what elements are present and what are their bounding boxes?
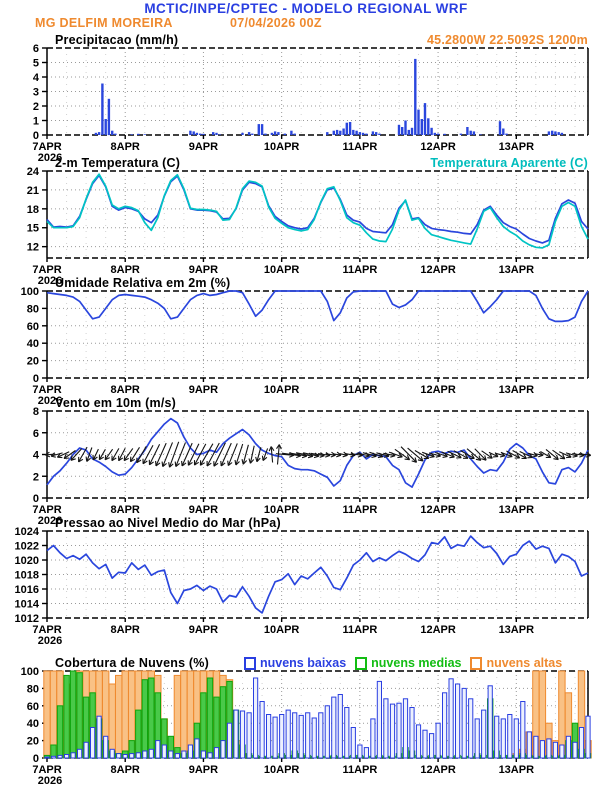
y-tick-label: 80	[26, 303, 39, 316]
x-tick-label: 12APR	[420, 384, 456, 396]
y-tick-label: 80	[26, 683, 39, 696]
panel-title-pressao: Pressao ao Nivel Medio do Mar (hPa)	[55, 516, 281, 530]
legend-label-baixas: nuvens baixas	[260, 656, 347, 670]
x-tick-label: 7APR	[32, 384, 62, 396]
x-tick-label: 8APR	[110, 624, 140, 636]
x-tick-label: 8APR	[110, 764, 140, 776]
y-tick-label: 8	[32, 406, 39, 418]
x-tick-label: 11APR	[342, 624, 378, 636]
y-tick-label: 2	[32, 101, 39, 113]
x-tick-label: 8APR	[110, 504, 140, 516]
y-tick-label: 100	[20, 666, 39, 678]
y-tick-label: 24	[26, 166, 39, 178]
y-tick-label: 2	[32, 471, 39, 484]
x-tick-label: 8APR	[110, 264, 140, 276]
x-tick-label: 13APR	[498, 624, 535, 636]
y-tick-label: 0	[32, 130, 39, 142]
y-tick-label: 40	[26, 338, 39, 351]
x-tick-label: 13APR	[498, 264, 535, 276]
panel-title-umidade: Umidade Relativa em 2m (%)	[55, 276, 231, 290]
y-tick-label: 3	[32, 86, 39, 99]
line-temperatura	[47, 174, 588, 248]
x-tick-label: 11APR	[342, 504, 378, 516]
legend-label-medias: nuvens medias	[371, 656, 462, 670]
y-tick-label: 100	[20, 286, 39, 298]
x-year-label: 2026	[37, 515, 63, 527]
y-tick-label: 1024	[14, 526, 39, 538]
y-tick-label: 1	[32, 115, 39, 128]
y-tick-label: 6	[32, 43, 39, 55]
legend-item-nuvens-baixas	[244, 656, 346, 670]
x-tick-label: 10APR	[263, 264, 300, 276]
x-tick-label: 9APR	[188, 504, 219, 516]
x-tick-label: 7APR	[32, 504, 62, 516]
x-tick-label: 13APR	[498, 504, 535, 516]
panel-title-vento: Vento em 10m (m/s)	[55, 396, 177, 410]
y-tick-label: 20	[26, 355, 39, 368]
x-tick-label: 13APR	[498, 764, 535, 776]
x-tick-label: 13APR	[498, 141, 535, 153]
x-tick-label: 7APR	[32, 141, 62, 153]
y-tick-label: 4	[32, 449, 39, 462]
x-tick-label: 12APR	[420, 141, 456, 153]
panel-precipitacao	[32, 43, 588, 164]
x-tick-label: 7APR	[32, 764, 62, 776]
x-tick-label: 12APR	[420, 264, 456, 276]
legend-label-altas: nuvens altas	[486, 656, 563, 670]
x-tick-label: 7APR	[32, 624, 62, 636]
x-tick-label: 10APR	[263, 624, 300, 636]
x-tick-label: 9APR	[188, 264, 219, 276]
panel-nuvens	[21, 666, 592, 787]
y-tick-label: 5	[32, 57, 39, 70]
x-tick-label: 10APR	[263, 764, 300, 776]
y-tick-label: 1014	[14, 598, 39, 611]
x-tick-label: 8APR	[110, 384, 140, 396]
cloud-legend	[244, 656, 562, 670]
x-year-label: 2026	[37, 275, 63, 287]
y-tick-label: 40	[26, 718, 39, 731]
y-tick-label: 0	[32, 493, 39, 505]
legend-item-nuvens-altas	[470, 656, 562, 670]
y-tick-label: 21	[26, 184, 39, 197]
panel-pressao	[15, 526, 588, 647]
x-tick-label: 12APR	[420, 764, 456, 776]
line-umidade	[47, 291, 588, 321]
x-tick-label: 7APR	[32, 264, 62, 276]
x-tick-label: 10APR	[263, 504, 300, 516]
page-title: MCTIC/INPE/CPTEC - MODELO REGIONAL WRF	[144, 1, 468, 16]
x-tick-label: 11APR	[342, 384, 378, 396]
y-tick-label: 20	[26, 735, 39, 748]
x-tick-label: 9APR	[188, 384, 219, 396]
y-tick-label: 60	[26, 320, 39, 333]
precip-bars	[95, 59, 563, 135]
x-tick-label: 9APR	[188, 624, 219, 636]
legend-item-nuvens-medias	[355, 656, 461, 670]
y-tick-label: 0	[32, 373, 39, 385]
legend-swatch-altas-icon	[470, 657, 482, 670]
y-tick-label: 1016	[14, 584, 39, 596]
x-tick-label: 11APR	[342, 764, 378, 776]
y-tick-label: 12	[26, 241, 39, 254]
panel-title-nuvens: Cobertura de Nuvens (%)	[55, 656, 209, 670]
legend-swatch-medias-icon	[355, 657, 367, 670]
y-tick-label: 60	[26, 700, 39, 713]
x-tick-label: 12APR	[420, 624, 456, 636]
y-tick-label: 1018	[14, 569, 39, 582]
y-tick-label: 1020	[14, 555, 39, 567]
panel-vento	[32, 406, 590, 527]
legend-temperatura-aparente: Temperatura Aparente (C)	[430, 156, 588, 170]
line-vento	[47, 419, 588, 488]
y-tick-label: 1012	[14, 613, 39, 625]
x-tick-label: 10APR	[263, 384, 300, 396]
y-tick-label: 18	[26, 203, 39, 216]
y-tick-label: 6	[32, 427, 39, 440]
x-tick-label: 9APR	[188, 141, 219, 153]
y-tick-label: 4	[32, 72, 39, 84]
legend-swatch-baixas-icon	[244, 657, 256, 670]
y-tick-label: 0	[32, 753, 39, 765]
x-tick-label: 9APR	[188, 764, 219, 776]
run-datetime: 07/04/2026 00Z	[230, 16, 322, 30]
x-tick-label: 11APR	[342, 264, 378, 276]
x-tick-label: 11APR	[342, 141, 378, 153]
line-pressao	[47, 536, 588, 613]
x-tick-label: 8APR	[110, 141, 140, 153]
station-coordinates: 45.2800W 22.5092S 1200m	[427, 33, 588, 47]
x-tick-label: 13APR	[498, 384, 535, 396]
panel-umidade	[21, 286, 588, 407]
x-year-label: 2026	[37, 152, 63, 164]
x-tick-label: 12APR	[420, 504, 456, 516]
station-name: MG DELFIM MOREIRA	[35, 16, 173, 30]
panel-title-temperatura: 2-m Temperatura (C)	[55, 156, 181, 170]
y-tick-label: 15	[26, 222, 39, 235]
panel-temperatura	[27, 166, 588, 287]
y-tick-label: 1022	[14, 540, 39, 553]
x-year-label: 2026	[37, 635, 63, 647]
x-year-label: 2026	[37, 395, 63, 407]
x-tick-label: 10APR	[263, 141, 300, 153]
x-year-label: 2026	[37, 775, 63, 787]
panel-title-precipitacao: Precipitacao (mm/h)	[55, 33, 179, 47]
